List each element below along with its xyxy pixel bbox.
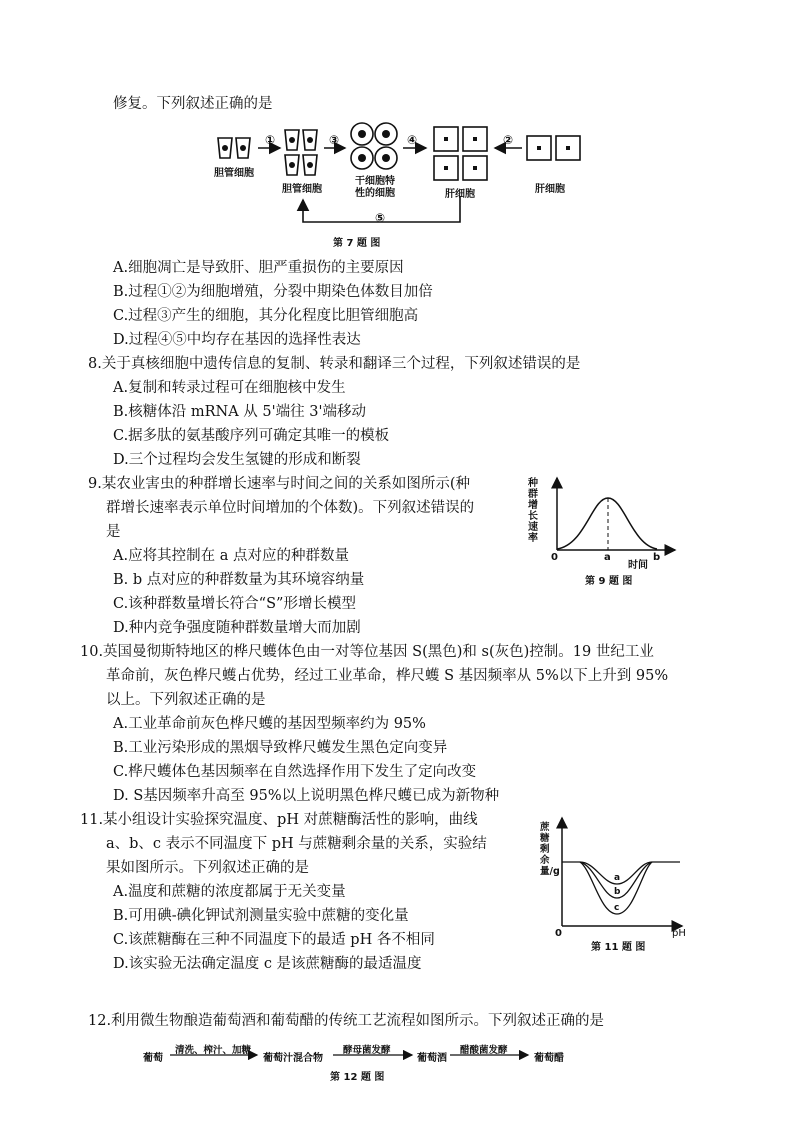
step-5-label: ⑤: [375, 211, 386, 225]
q10-stem-line-3: 以上。下列叙述正确的是: [106, 692, 266, 708]
flow-node-vinegar: 葡萄醋: [534, 1053, 564, 1064]
q9-stem-line-2: 群增长速率表示单位时间增加的个体数)。下列叙述错误的: [106, 500, 475, 516]
step-2-label: ②: [503, 133, 514, 147]
q9-chart: [557, 478, 675, 550]
stem-cell-label-2: 性的细胞: [355, 188, 395, 199]
stem-cell-label-1: 干细胞特: [355, 176, 395, 187]
q11-stem-line-2: a、b、c 表示不同温度下 pH 与蔗糖剩余量的关系，实验结: [106, 836, 487, 852]
q11-curve-b-label: b: [614, 887, 621, 897]
curve-a: [562, 862, 680, 884]
q7-figure-caption: 第 7 题 图: [333, 238, 381, 249]
flow-step-yeast-fermentation: 酵母菌发酵: [343, 1045, 391, 1056]
q9-y-axis-label: 种群增长速率: [528, 478, 538, 544]
flow-node-grape-juice-mixture: 葡萄汁混合物: [263, 1053, 323, 1064]
growth-rate-curve: [557, 498, 657, 549]
q11-option-d: D.该实验无法确定温度 c 是该蔗糖酶的最适温度: [113, 956, 422, 972]
q10-option-a: A.工业革命前灰色桦尺蠖的基因型频率约为 95%: [113, 716, 426, 732]
step-3-label: ③: [329, 133, 340, 147]
q7-option-c: C.过程③产生的细胞，其分化程度比胆管细胞高: [113, 308, 419, 324]
q8-option-d: D.三个过程均会发生氢键的形成和断裂: [113, 452, 361, 468]
step-1-label: ①: [265, 133, 276, 147]
q10-option-c: C.桦尺蠖体色基因频率在自然选择作用下发生了定向改变: [113, 764, 477, 780]
q11-origin-label: 0: [555, 928, 562, 939]
q11-stem-line-3: 果如图所示。下列叙述正确的是: [106, 860, 309, 876]
q9-stem-line-3: 是: [106, 524, 121, 540]
q9-point-a-label: a: [604, 552, 611, 563]
q8-option-a: A.复制和转录过程可在细胞核中发生: [113, 380, 346, 396]
q11-y-axis-label: 蔗糖剩余量/g: [540, 822, 560, 877]
q11-x-axis-label: pH: [672, 928, 686, 939]
q11-option-a: A.温度和蔗糖的浓度都属于无关变量: [113, 884, 346, 900]
bile-duct-cell-label: 胆管细胞: [214, 168, 254, 179]
q9-option-c: C.该种群数量增长符合“S”形增长模型: [113, 596, 356, 612]
q11-stem-line-1: 11.某小组设计实验探究温度、pH 对蔗糖酶活性的影响，曲线: [80, 812, 478, 828]
q11-option-c: C.该蔗糖酶在三种不同温度下的最适 pH 各不相同: [113, 932, 435, 948]
q8-stem: 8.关于真核细胞中遗传信息的复制、转录和翻译三个过程，下列叙述错误的是: [88, 356, 581, 372]
liver-cell-label: 肝细胞: [445, 189, 475, 200]
q11-figure-caption: 第 11 题 图: [591, 942, 646, 953]
q11-option-b: B.可用碘-碘化钾试剂测量实验中蔗糖的变化量: [113, 908, 409, 924]
q9-figure-caption: 第 9 题 图: [585, 576, 633, 587]
bile-duct-cell-label-2: 胆管细胞: [282, 184, 322, 195]
q10-option-b: B.工业污染形成的黑烟导致桦尺蠖发生黑色定向变异: [113, 740, 448, 756]
q11-curve-c-label: c: [614, 903, 620, 913]
q7-option-b: B.过程①②为细胞增殖，分裂中期染色体数目加倍: [113, 284, 433, 300]
q9-option-d: D.种内竞争强度随种群数量增大而加剧: [113, 620, 361, 636]
flow-step-acetic-fermentation: 醋酸菌发酵: [460, 1045, 508, 1056]
q11-curve-a-label: a: [614, 873, 621, 883]
flow-step-wash-press-sugar: 清洗、榨汁、加糖: [175, 1045, 252, 1056]
q8-option-c: C.据多肽的氨基酸序列可确定其唯一的模板: [113, 428, 390, 444]
q9-origin-label: 0: [551, 552, 558, 563]
q7-option-d: D.过程④⑤中均存在基因的选择性表达: [113, 332, 361, 348]
q9-option-b: B. b 点对应的种群数量为其环境容纳量: [113, 572, 365, 588]
q7-stem-tail: 修复。下列叙述正确的是: [113, 96, 273, 112]
q9-x-axis-label: 时间: [628, 560, 648, 571]
liver-cell-label-2: 肝细胞: [535, 184, 565, 195]
q8-option-b: B.核糖体沿 mRNA 从 5'端往 3'端移动: [113, 404, 366, 420]
step-4-label: ④: [407, 133, 418, 147]
q9-stem-line-1: 9.某农业害虫的种群增长速率与时间之间的关系如图所示(种: [88, 476, 470, 492]
flow-node-grape: 葡萄: [143, 1053, 163, 1064]
q10-stem-line-1: 10.英国曼彻斯特地区的桦尺蠖体色由一对等位基因 S(黑色)和 s(灰色)控制。19 世纪工业: [80, 644, 654, 660]
q9-option-a: A.应将其控制在 a 点对应的种群数量: [113, 548, 349, 564]
flow-node-wine: 葡萄酒: [417, 1053, 447, 1064]
q12-stem: 12.利用微生物酿造葡萄酒和葡萄醋的传统工艺流程如图所示。下列叙述正确的是: [88, 1013, 605, 1029]
q9-point-b-label: b: [653, 552, 661, 563]
q12-figure-caption: 第 12 题 图: [330, 1072, 385, 1083]
q10-stem-line-2: 革命前，灰色桦尺蠖占优势，经过工业革命，桦尺蠖 S 基因频率从 5%以下上升到 95%: [106, 668, 669, 684]
q10-option-d: D. S基因频率升高至 95%以上说明黑色桦尺蠖已成为新物种: [113, 788, 500, 804]
q7-option-a: A.细胞凋亡是导致肝、胆严重损伤的主要原因: [113, 260, 404, 276]
q11-chart: [562, 818, 682, 926]
